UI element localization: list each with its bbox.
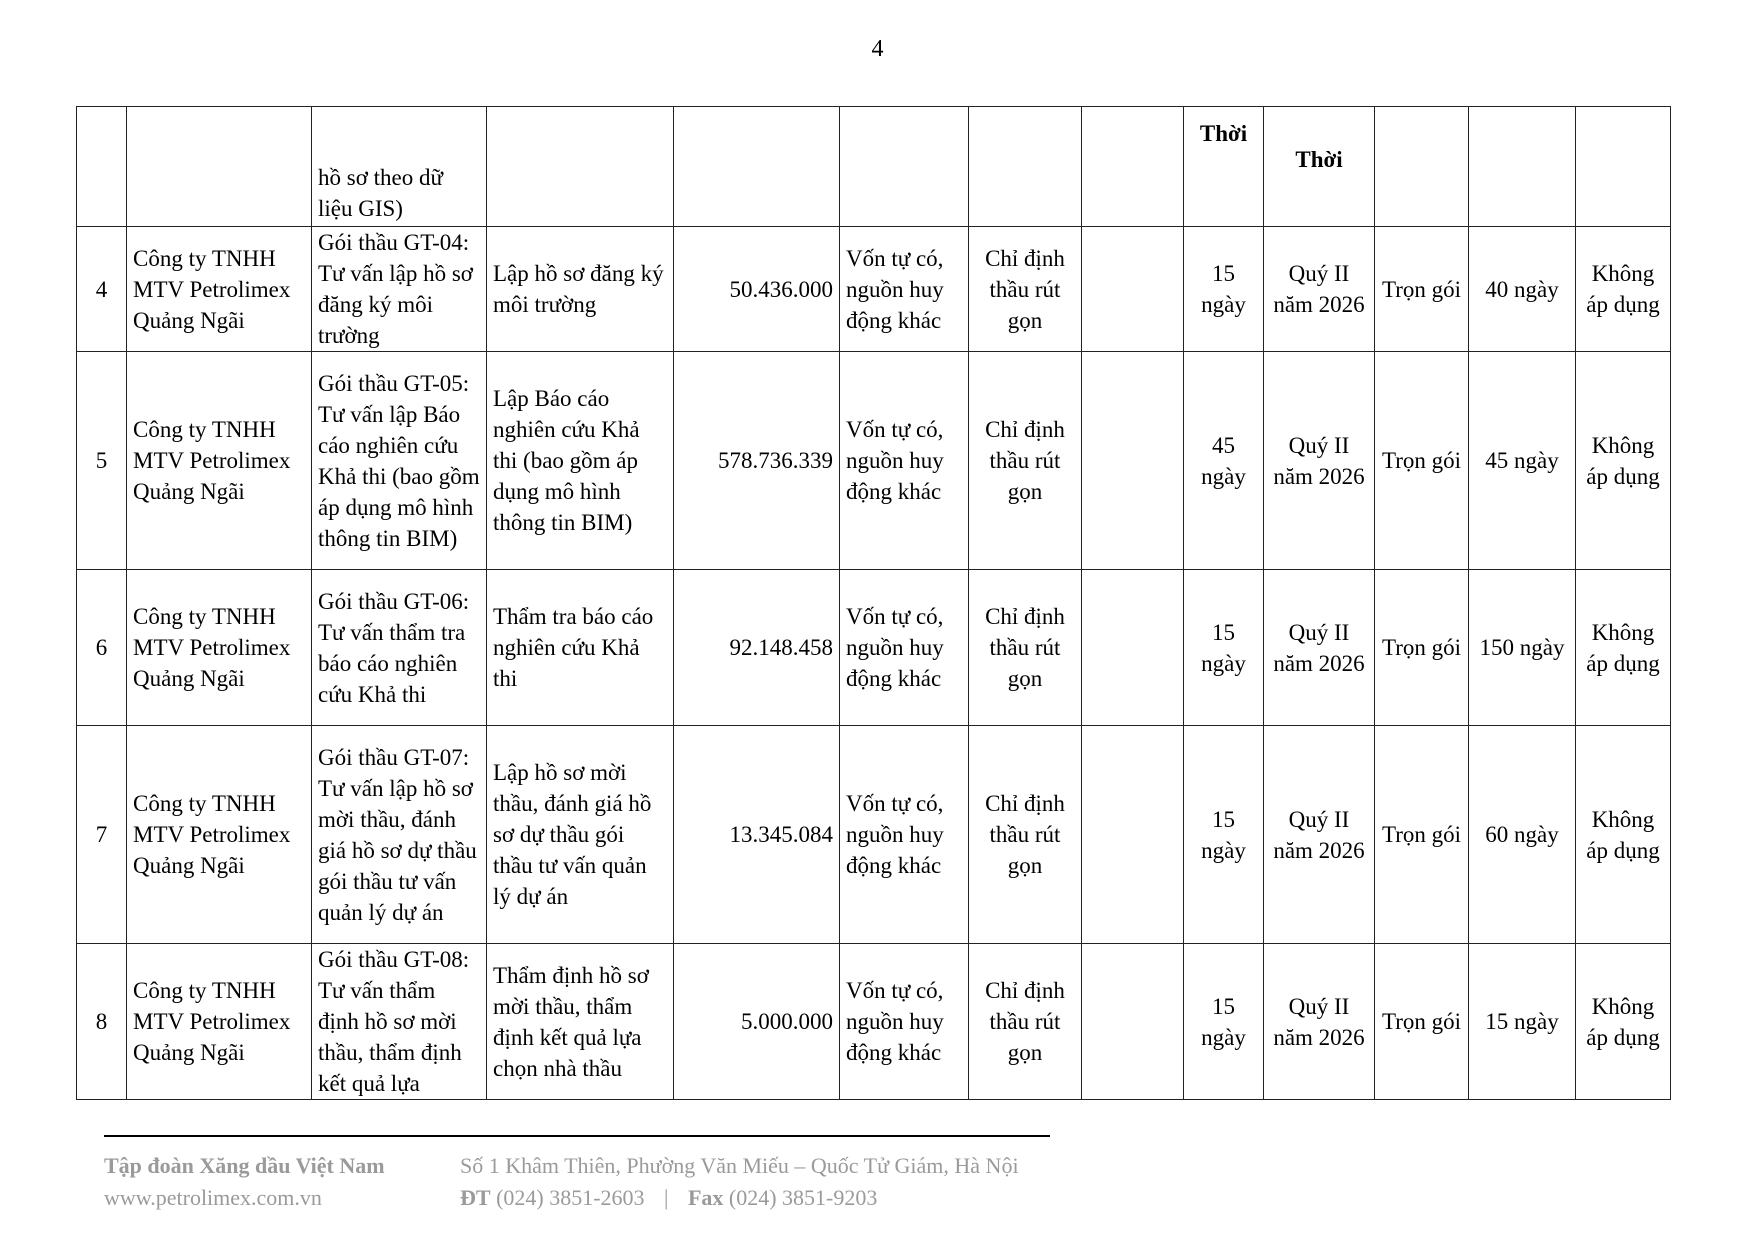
option-cell: Không áp dụng	[1576, 352, 1671, 570]
header-fragment: Thời	[1199, 121, 1248, 146]
option-cell: Không áp dụng	[1576, 726, 1671, 944]
duration-cell: 45 ngày	[1469, 352, 1576, 570]
price-cell: 5.000.000	[674, 944, 840, 1100]
table-row	[77, 352, 1671, 570]
table-row	[77, 227, 1671, 352]
option-cell: Không áp dụng	[1576, 227, 1671, 352]
duration-cell: 150 ngày	[1469, 570, 1576, 726]
table-row	[77, 944, 1671, 1100]
fund-source-cell: Vốn tự có, nguồn huy động khác	[840, 570, 969, 726]
selection-time-cell: 15 ngày	[1184, 726, 1264, 944]
footer-address: Số 1 Khâm Thiên, Phường Văn Miếu – Quốc Tử Giám, Hà Nội	[460, 1153, 1019, 1178]
row-number: 7	[77, 726, 127, 944]
selection-method-cell: Chỉ định thầu rút gọn	[969, 944, 1082, 1100]
footer-divider	[104, 1135, 1050, 1137]
contract-type-cell: Trọn gói	[1375, 227, 1469, 352]
contract-type-cell: Trọn gói	[1375, 726, 1469, 944]
form-cell	[1082, 944, 1184, 1100]
option-cell: Không áp dụng	[1576, 944, 1671, 1100]
fund-source-cell: Vốn tự có, nguồn huy động khác	[840, 726, 969, 944]
package-continuation-text: hồ sơ theo dữ liệu GIS)	[318, 165, 443, 221]
price-cell: 50.436.000	[674, 227, 840, 352]
table-row	[77, 570, 1671, 726]
table-row	[77, 726, 1671, 944]
footer-organization	[104, 1150, 385, 1214]
footer-phone: (024) 3851-2603	[496, 1185, 645, 1210]
footer-fax-label: Fax	[687, 1185, 724, 1210]
selection-time-cell: 45 ngày	[1184, 352, 1264, 570]
form-cell	[1082, 227, 1184, 352]
scope-cell: Lập hồ sơ đăng ký môi trường	[487, 227, 674, 352]
footer-org-name: Tập đoàn Xăng dầu Việt Nam	[104, 1153, 385, 1178]
selection-time-cell: 15 ngày	[1184, 944, 1264, 1100]
owner-cell: Công ty TNHH MTV Petrolimex Quảng Ngãi	[127, 227, 312, 352]
scope-cell: Thẩm tra báo cáo nghiên cứu Khả thi	[487, 570, 674, 726]
package-name-cell: Gói thầu GT-07: Tư vấn lập hồ sơ mời thầu, đánh giá hồ sơ dự thầu gói thầu tư vấn quản lý dự án	[312, 726, 487, 944]
row-number: 6	[77, 570, 127, 726]
selection-method-cell: Chỉ định thầu rút gọn	[969, 570, 1082, 726]
start-time-cell: Quý II năm 2026	[1264, 570, 1375, 726]
option-cell: Không áp dụng	[1576, 570, 1671, 726]
scope-cell: Thẩm định hồ sơ mời thầu, thẩm định kết quả lựa chọn nhà thầu	[487, 944, 674, 1100]
price-cell: 13.345.084	[674, 726, 840, 944]
selection-time-cell: 15 ngày	[1184, 570, 1264, 726]
fund-source-cell: Vốn tự có, nguồn huy động khác	[840, 352, 969, 570]
row-number: 4	[77, 227, 127, 352]
package-name-cell: Gói thầu GT-05: Tư vấn lập Báo cáo nghiên cứu Khả thi (bao gồm áp dụng mô hình thông tin BIM)	[312, 352, 487, 570]
bidding-plan-table	[76, 106, 1671, 1100]
owner-cell: Công ty TNHH MTV Petrolimex Quảng Ngãi	[127, 352, 312, 570]
form-cell	[1082, 352, 1184, 570]
footer-phone-fax	[460, 1182, 1019, 1214]
scope-cell: Lập hồ sơ mời thầu, đánh giá hồ sơ dự thầu gói thầu tư vấn quản lý dự án	[487, 726, 674, 944]
form-cell	[1082, 726, 1184, 944]
header-fragment: Thời	[1295, 147, 1343, 172]
price-cell: 578.736.339	[674, 352, 840, 570]
duration-cell: 40 ngày	[1469, 227, 1576, 352]
selection-method-cell: Chỉ định thầu rút gọn	[969, 352, 1082, 570]
selection-method-cell: Chỉ định thầu rút gọn	[969, 726, 1082, 944]
contract-type-cell: Trọn gói	[1375, 570, 1469, 726]
footer-website: www.petrolimex.com.vn	[104, 1185, 322, 1210]
row-number: 8	[77, 944, 127, 1100]
price-cell: 92.148.458	[674, 570, 840, 726]
package-name-cell: Gói thầu GT-08: Tư vấn thẩm định hồ sơ mời thầu, thẩm định kết quả lựa	[312, 944, 487, 1100]
package-name-cell: Gói thầu GT-04: Tư vấn lập hồ sơ đăng ký môi trường	[312, 227, 487, 352]
row-number: 5	[77, 352, 127, 570]
contract-type-cell: Trọn gói	[1375, 352, 1469, 570]
fund-source-cell: Vốn tự có, nguồn huy động khác	[840, 944, 969, 1100]
owner-cell: Công ty TNHH MTV Petrolimex Quảng Ngãi	[127, 570, 312, 726]
page-number: 4	[871, 36, 884, 62]
scope-cell: Lập Báo cáo nghiên cứu Khả thi (bao gồm áp dụng mô hình thông tin BIM)	[487, 352, 674, 570]
footer-contact	[460, 1150, 1019, 1214]
selection-method-cell: Chỉ định thầu rút gọn	[969, 227, 1082, 352]
package-name-cell: Gói thầu GT-06: Tư vấn thẩm tra báo cáo nghiên cứu Khả thi	[312, 570, 487, 726]
selection-time-cell: 15 ngày	[1184, 227, 1264, 352]
start-time-cell: Quý II năm 2026	[1264, 227, 1375, 352]
footer-separator: |	[664, 1185, 669, 1210]
continuation-row	[77, 107, 1671, 227]
start-time-cell: Quý II năm 2026	[1264, 944, 1375, 1100]
start-time-cell: Quý II năm 2026	[1264, 352, 1375, 570]
footer-fax: (024) 3851-9203	[728, 1185, 878, 1210]
footer-phone-label: ĐT	[460, 1185, 491, 1210]
duration-cell: 15 ngày	[1469, 944, 1576, 1100]
owner-cell: Công ty TNHH MTV Petrolimex Quảng Ngãi	[127, 944, 312, 1100]
start-time-cell: Quý II năm 2026	[1264, 726, 1375, 944]
form-cell	[1082, 570, 1184, 726]
fund-source-cell: Vốn tự có, nguồn huy động khác	[840, 227, 969, 352]
owner-cell: Công ty TNHH MTV Petrolimex Quảng Ngãi	[127, 726, 312, 944]
contract-type-cell: Trọn gói	[1375, 944, 1469, 1100]
duration-cell: 60 ngày	[1469, 726, 1576, 944]
